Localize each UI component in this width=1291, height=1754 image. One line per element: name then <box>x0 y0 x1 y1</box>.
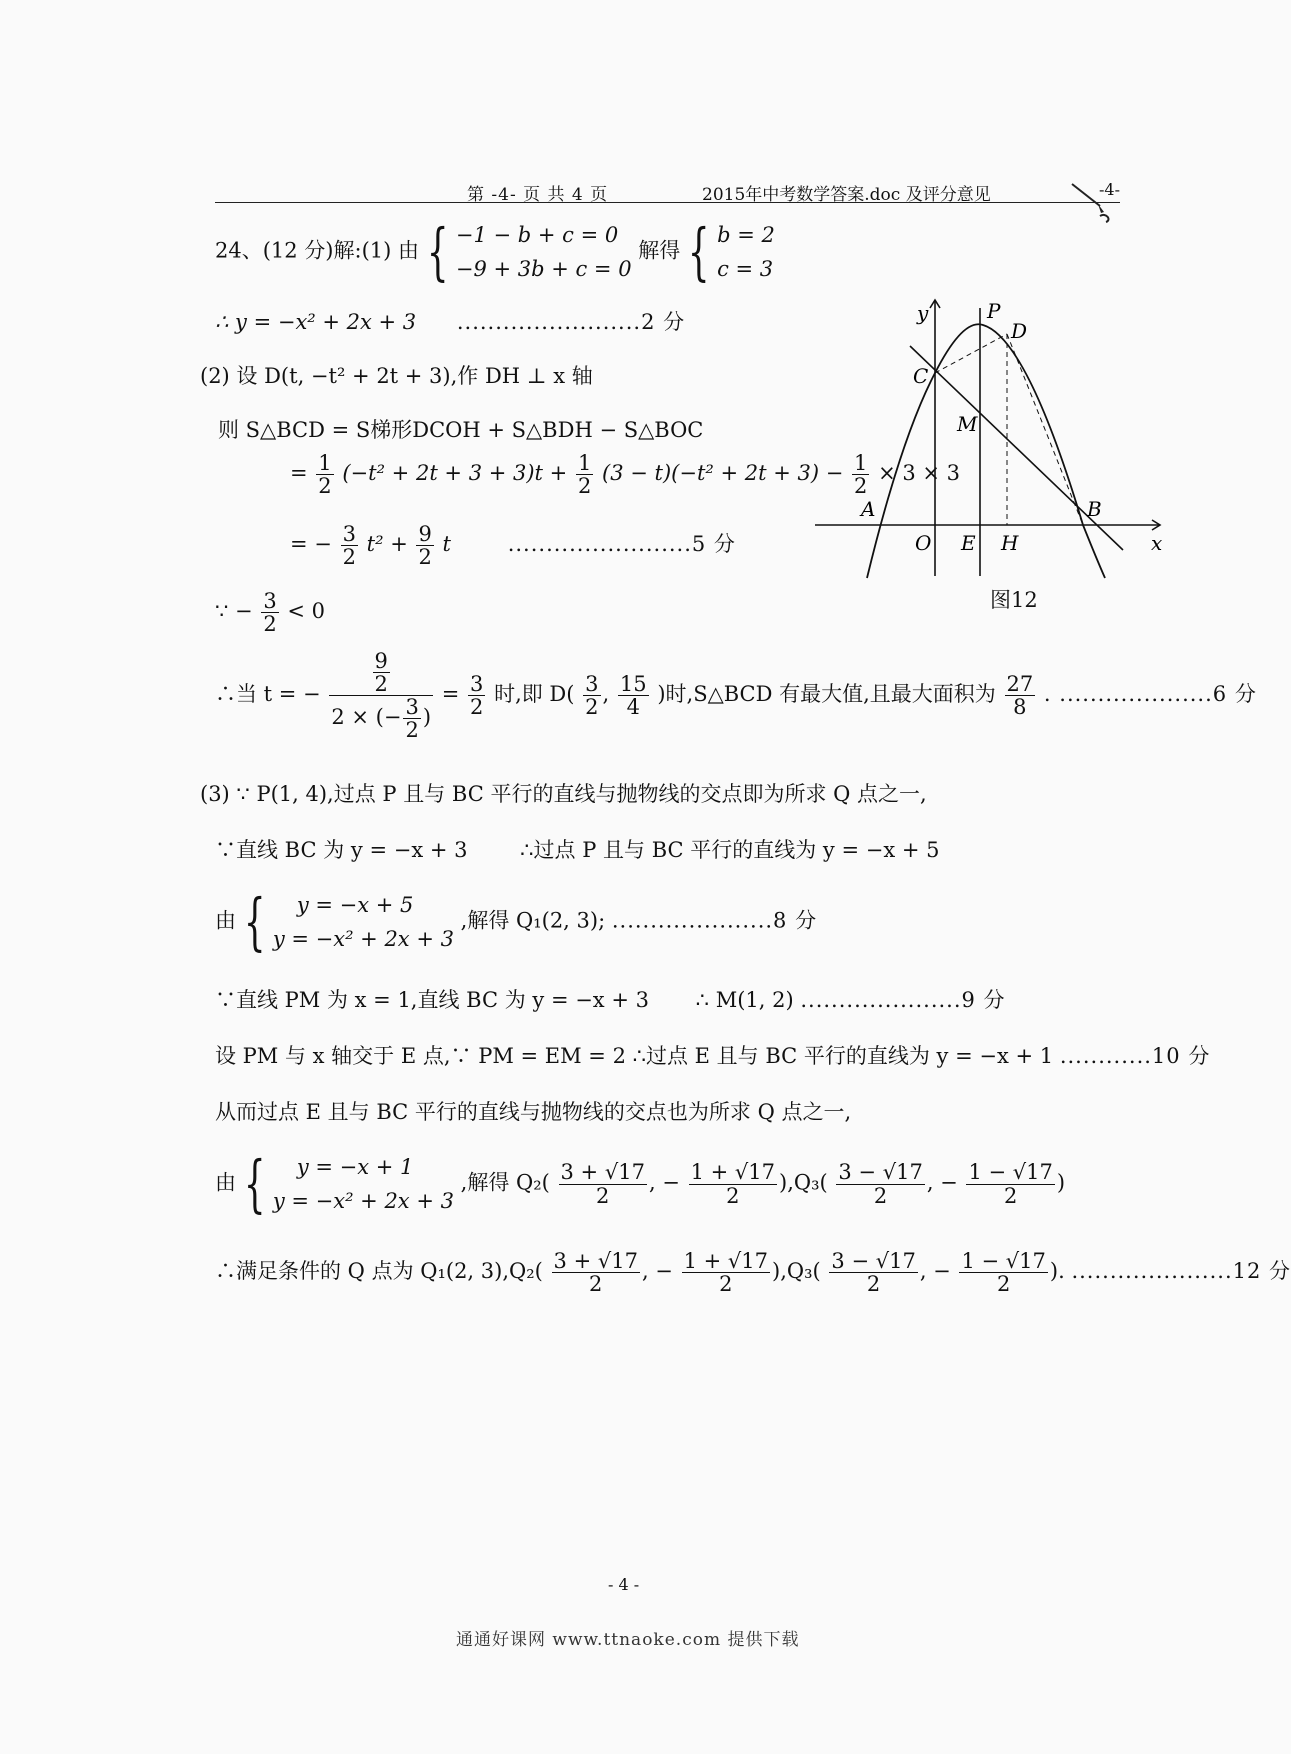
header-rule <box>215 202 1120 203</box>
score-6: . ....................6 分 <box>1043 682 1257 707</box>
bc-line-row <box>215 834 939 864</box>
fraction-half: $\frac{1}{2}$ <box>318 451 332 499</box>
label-m: M <box>957 412 978 436</box>
fraction-half: $\frac{1}{2}$ <box>577 451 592 499</box>
pen-mark-icon <box>1070 182 1116 228</box>
part3-intro: (3) ∵ P(1, 4),过点 P 且与 BC 平行的直线与抛物线的交点即为所求 Q 点之一, <box>200 782 927 806</box>
solved-label: 解得 <box>638 238 681 263</box>
q3-label: ),Q₃( <box>779 1170 828 1195</box>
parabola-equation-line <box>215 306 685 336</box>
q2-x-fraction: $\frac{3 + √17}{2}$ <box>553 1249 638 1297</box>
brace-symbol: { <box>687 215 710 289</box>
parabola-curve <box>867 324 1105 578</box>
fraction-three-halves: $\frac{3}{2}$ <box>263 589 277 637</box>
fraction-fifteen-quarters: $\frac{15}{4}$ <box>619 672 647 720</box>
system-q1 <box>215 885 818 959</box>
page-header <box>215 180 1120 205</box>
from-label: 由 <box>215 908 236 933</box>
area-definition: 则 S△BCD = S梯形DCOH + S△BDH − S△BOC <box>218 418 704 442</box>
q2-y-fraction: $\frac{1 + √17}{2}$ <box>690 1160 775 1208</box>
label-b: B <box>1087 497 1102 521</box>
q2-y-fraction: $\frac{1 + √17}{2}$ <box>683 1249 769 1297</box>
e-point-row <box>215 1040 1210 1070</box>
maximum-area-line: ∴当 t = − $\frac{9}{2}$ 2 × (− $\frac{3}{2}$ ) = $\frac{3}{2}$ 时,即 D( $\frac{3}{2}$ , $\frac{15}{4}$ )时,S△BCD 有最大值,且最大面积为 $\frac{27}{8}$ . ....................6 分 <box>215 649 1257 743</box>
footer-page-number: - 4 - <box>608 1575 640 1594</box>
brace-symbol: { <box>426 215 449 289</box>
label-y: y <box>917 301 929 325</box>
q3-y-fraction: $\frac{1 - √17}{2}$ <box>968 1160 1053 1208</box>
fraction-nine-halves: $\frac{9}{2}$ <box>418 522 432 570</box>
q3-x-fraction: $\frac{3 - √17}{2}$ <box>838 1160 923 1208</box>
from-label: 由 <box>215 1170 236 1195</box>
label-p: P <box>987 299 1001 323</box>
equals-sign: = <box>290 461 308 486</box>
point-e-statement: 设 PM 与 x 轴交于 E 点,∵ PM = EM = 2 ∴过点 E 且与 BC 平行的直线为 y = −x + 1 <box>215 1044 1054 1068</box>
label-h: H <box>1001 531 1019 555</box>
equation-1: −1 − b + c = 0 <box>455 223 619 247</box>
fraction-three-halves: $\frac{3}{2}$ <box>470 672 484 720</box>
fraction-max-area: $\frac{27}{8}$ <box>1006 672 1034 720</box>
q1-solution: ,解得 Q₁(2, 3); <box>460 908 606 933</box>
score-2: ........................2 分 <box>456 310 686 334</box>
equation-2: −9 + 3b + c = 0 <box>455 257 632 281</box>
quadratic-term: t² + <box>366 532 408 557</box>
area-simplified <box>290 523 736 568</box>
parabola-equation: ∴ y = −x² + 2x + 3 <box>215 310 417 334</box>
label-c: C <box>913 364 929 388</box>
score-5: ........................5 分 <box>507 532 736 557</box>
equation-system-q1: y = −x + 5 y = −x² + 2x + 3 <box>272 893 454 951</box>
fraction-half: $\frac{1}{2}$ <box>854 451 868 499</box>
q3-y-fraction: $\frac{1 - √17}{2}$ <box>961 1249 1046 1297</box>
solution-system <box>717 218 775 286</box>
because-label: ∵ − <box>215 599 253 624</box>
equation-system <box>456 218 632 286</box>
minus-sign: − <box>314 532 332 557</box>
equals-sign: = <box>290 532 308 557</box>
header-document-name: 2015年中考数学答案.doc 及评分意见 <box>702 185 991 205</box>
solution-c: c = 3 <box>717 257 774 281</box>
footer-source: 通通好课网 www.ttnaoke.com 提供下载 <box>456 1630 800 1650</box>
figure-caption: 图12 <box>990 588 1038 612</box>
pm-line-row <box>215 984 1006 1014</box>
segment-db <box>1007 334 1083 525</box>
score-12: .....................12 分 <box>1071 1259 1291 1284</box>
triangle-term: (3 − t)(−t² + 2t + 3) − <box>602 461 844 486</box>
point-d-label: 时,即 D( <box>494 682 575 707</box>
maximum-area-text: )时,S△BCD 有最大值,且最大面积为 <box>657 682 996 707</box>
equals-sign: = <box>441 682 460 707</box>
parabola-diagram <box>805 298 1165 578</box>
final-q1-q2: ∴满足条件的 Q 点为 Q₁(2, 3),Q₂( <box>215 1259 543 1284</box>
trapezoid-term: (−t² + 2t + 3 + 3)t + <box>342 461 568 486</box>
score-8: .....................8 分 <box>611 908 818 933</box>
question-label: 24、(12 分)解:(1) 由 <box>215 238 420 263</box>
point-m: ∴ M(1, 2) <box>695 988 794 1012</box>
q3-x-fraction: $\frac{3 - √17}{2}$ <box>831 1249 916 1297</box>
figure-12 <box>805 298 1165 618</box>
q3-label: ),Q₃( <box>772 1259 821 1284</box>
label-a: A <box>861 497 876 521</box>
q2-label: ,解得 Q₂( <box>460 1170 550 1195</box>
vertex-fraction: $\frac{9}{2}$ 2 × (− $\frac{3}{2}$ ) <box>331 649 432 743</box>
negative-coefficient <box>215 590 325 635</box>
part2-setup: (2) 设 D(t, −t² + 2t + 3),作 DH ⊥ x 轴 <box>200 364 593 388</box>
header-page-count: 第 -4- 页 共 4 页 <box>467 185 609 205</box>
label-d: D <box>1011 319 1028 343</box>
equation-system-q2: y = −x + 1 y = −x² + 2x + 3 <box>272 1155 454 1213</box>
final-answer: ∴满足条件的 Q 点为 Q₁(2, 3),Q₂( $\frac{3 + √17}{2}$ , − $\frac{1 + √17}{2}$ ),Q₃( $\frac{3 - √17}{2}$ , − $\frac{1 - √17}{2}$ ). .....................12 分 <box>215 1249 1291 1297</box>
q24-part1-system <box>215 215 775 289</box>
less-than-zero: < 0 <box>287 599 326 624</box>
solution-b: b = 2 <box>717 223 775 247</box>
line-through-p: ∴过点 P 且与 BC 平行的直线为 y = −x + 5 <box>520 838 940 862</box>
label-e: E <box>961 531 976 555</box>
fraction-three-halves: $\frac{3}{2}$ <box>585 672 599 720</box>
line-bc: ∵直线 BC 为 y = −x + 3 <box>215 838 468 862</box>
system-q2-q3: 由 { y = −x + 1 y = −x² + 2x + 3 ,解得 Q₂( $\frac{3 + √17}{2}$ , − $\frac{1 + √17}{2}$ ),Q₃( $\frac{3 - √17}{2}$ , − $\frac{1 - √17}{2}$ ) <box>215 1147 1066 1221</box>
header-page-number: -4- <box>1099 180 1120 199</box>
when-label: ∴当 t = − <box>215 682 321 707</box>
fraction-three-halves: $\frac{3}{2}$ <box>342 522 356 570</box>
boc-term: × 3 × 3 <box>878 461 961 486</box>
q2-x-fraction: $\frac{3 + √17}{2}$ <box>560 1160 645 1208</box>
linear-term: t <box>442 532 451 557</box>
brace-symbol: { <box>243 1147 266 1221</box>
score-10: ............10 分 <box>1059 1044 1211 1068</box>
label-x: x <box>1151 531 1163 555</box>
also-statement: 从而过点 E 且与 BC 平行的直线与抛物线的交点也为所求 Q 点之一, <box>215 1100 852 1124</box>
brace-symbol: { <box>243 885 266 959</box>
score-9: .....................9 分 <box>800 988 1006 1012</box>
label-o: O <box>915 531 932 555</box>
line-pm: ∵直线 PM 为 x = 1,直线 BC 为 y = −x + 3 <box>215 988 649 1012</box>
